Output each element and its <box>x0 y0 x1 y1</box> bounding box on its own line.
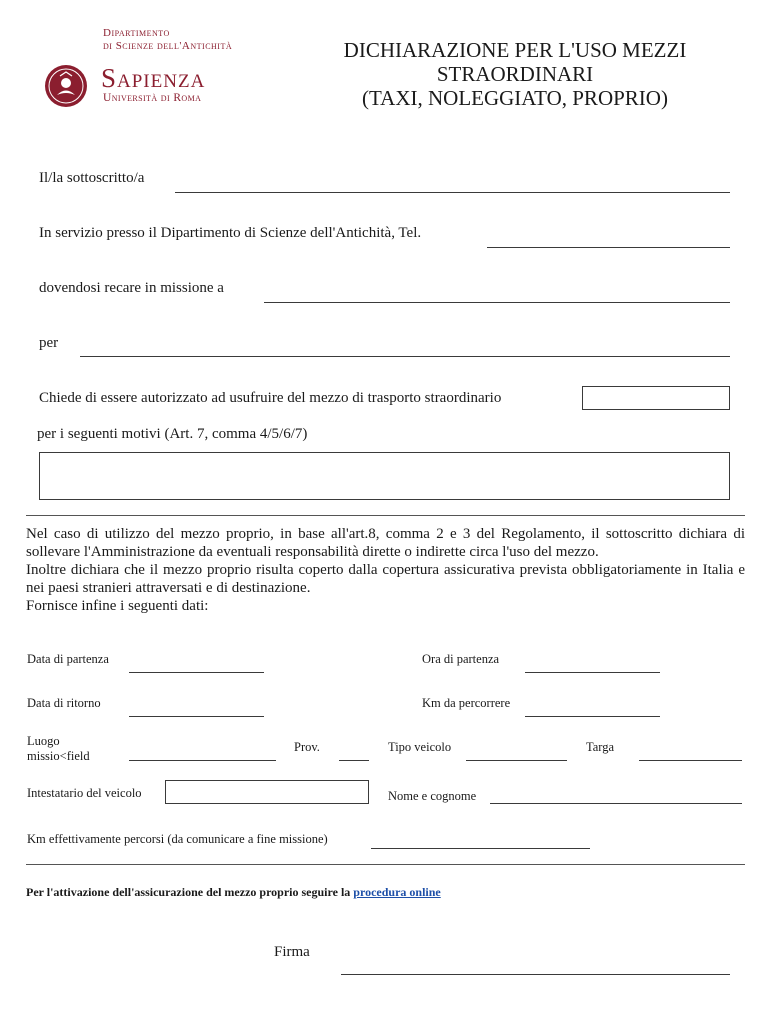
purpose-field[interactable] <box>80 356 730 357</box>
department-name <box>103 27 232 53</box>
document-title <box>325 38 705 110</box>
departure-date-label: Data di partenza <box>27 652 109 666</box>
return-date-field[interactable] <box>129 716 264 717</box>
sapienza-seal-icon <box>44 64 88 108</box>
title-line-1: DICHIARAZIONE PER L'USO MEZZI <box>343 38 687 62</box>
province-field[interactable] <box>339 760 369 761</box>
km-to-travel-label: Km da percorrere <box>422 696 511 710</box>
university-subtitle: Università di Roma <box>103 92 202 104</box>
declaration-paragraph-1: Nel caso di utilizzo del mezzo proprio, in base all'art.8, comma 2 e 3 del Regolamento, il sottoscritto dichiara di sollevare l'Amministrazione da eventuali responsabilità dirette o indirette circa l'uso del mezzo. <box>26 526 745 560</box>
vehicle-owner-field[interactable] <box>165 780 369 804</box>
declaration-paragraph-3: Fornisce infine i seguenti dati: <box>26 598 209 614</box>
declaration-paragraph-2: Inoltre dichiara che il mezzo proprio risulta coperto dalla copertura assicurativa prevista obbligatoriamente in Italia e nei paesi stranieri attraversati e di destinazione. <box>26 562 745 596</box>
vehicle-owner-label: Intestatario del veicolo <box>27 786 142 800</box>
mission-destination-field[interactable] <box>264 302 730 303</box>
signature-field[interactable] <box>341 974 730 975</box>
mission-label: dovendosi recare in missione a <box>39 280 224 296</box>
place-label <box>27 734 90 764</box>
place-label-line-1: Luogo <box>27 734 60 748</box>
province-label: Prov. <box>294 740 320 754</box>
service-label: In servizio presso il Dipartimento di Scienze dell'Antichità, Tel. <box>39 225 422 241</box>
plate-field[interactable] <box>639 760 742 761</box>
online-procedure-link[interactable]: procedura online <box>353 885 441 899</box>
departure-time-field[interactable] <box>525 672 660 673</box>
title-line-2: STRAORDINARI <box>436 62 594 86</box>
university-name: Sapienza <box>101 63 206 93</box>
departure-date-field[interactable] <box>129 672 264 673</box>
plate-label: Targa <box>586 740 615 754</box>
insurance-note <box>26 885 441 900</box>
request-label: Chiede di essere autorizzato ad usufruire del mezzo di trasporto straordinario <box>39 390 502 406</box>
km-actual-field[interactable] <box>371 848 590 849</box>
department-line-2: di Scienze dell'Antichità <box>103 40 233 52</box>
signer-label: Il/la sottoscritto/a <box>39 170 145 186</box>
vehicle-type-label: Tipo veicolo <box>388 740 452 754</box>
section-divider-bottom <box>26 864 745 865</box>
name-surname-field[interactable] <box>490 803 742 804</box>
place-label-line-2: missio<field <box>27 749 90 763</box>
vehicle-type-field[interactable] <box>466 760 567 761</box>
name-surname-label: Nome e cognome <box>388 789 477 803</box>
phone-field[interactable] <box>487 247 730 248</box>
declaration-text <box>26 525 745 615</box>
insurance-note-text: Per l'attivazione dell'assicurazione del mezzo proprio seguire la <box>26 885 351 899</box>
for-label: per <box>39 335 59 351</box>
department-line-1: Dipartimento <box>103 27 170 39</box>
departure-time-label: Ora di partenza <box>422 652 500 666</box>
signature-label: Firma <box>274 944 310 960</box>
section-divider-top <box>26 515 745 516</box>
return-date-label: Data di ritorno <box>27 696 101 710</box>
title-line-3: (TAXI, NOLEGGIATO, PROPRIO) <box>362 86 668 110</box>
transport-means-field[interactable] <box>582 386 730 410</box>
reasons-field[interactable] <box>39 452 730 500</box>
reasons-label: per i seguenti motivi (Art. 7, comma 4/5/6/7) <box>37 426 308 442</box>
signer-field[interactable] <box>175 192 730 193</box>
place-field[interactable] <box>129 760 276 761</box>
km-actual-label: Km effettivamente percorsi (da comunicare a fine missione) <box>27 832 328 846</box>
km-to-travel-field[interactable] <box>525 716 660 717</box>
